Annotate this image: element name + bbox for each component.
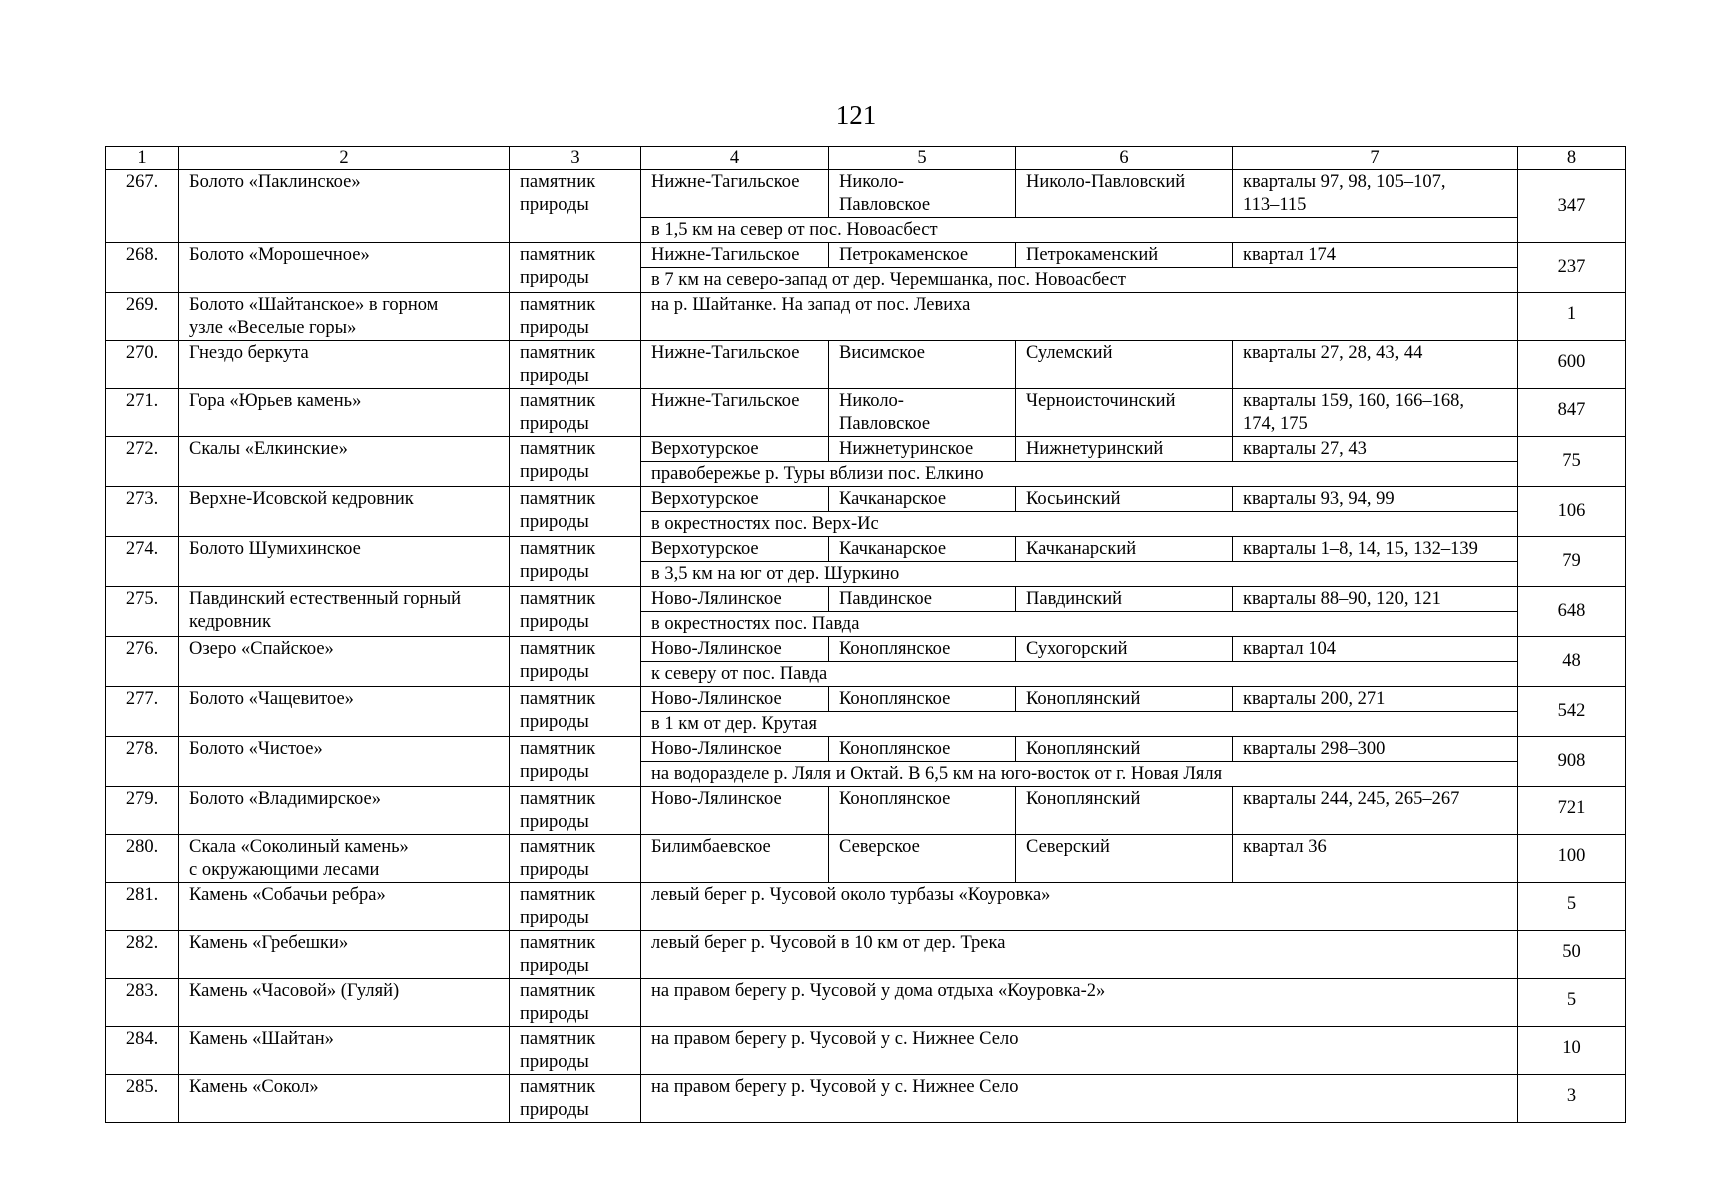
row-number: 276. (106, 637, 179, 687)
forest-district: Ново-Лялинское (641, 787, 829, 835)
object-type: памятник природы (510, 1027, 641, 1075)
forest-district: Верхотурское (641, 487, 829, 512)
object-type: памятник природы (510, 341, 641, 389)
object-name: Гнездо беркута (179, 341, 510, 389)
quarters: кварталы 88–90, 120, 121 (1233, 587, 1518, 612)
area-value: 542 (1518, 687, 1626, 737)
area-value: 75 (1518, 437, 1626, 487)
forest-district: Ново-Лялинское (641, 737, 829, 762)
row-number: 281. (106, 883, 179, 931)
area-value: 79 (1518, 537, 1626, 587)
object-name: Болото Шумихинское (179, 537, 510, 587)
area-value: 100 (1518, 835, 1626, 883)
area-value: 50 (1518, 931, 1626, 979)
object-name: Болото «Морошечное» (179, 243, 510, 293)
forestry: Коноплянское (829, 637, 1016, 662)
forest-district: Ново-Лялинское (641, 687, 829, 712)
forest-district: Верхотурское (641, 537, 829, 562)
object-type: памятник природы (510, 979, 641, 1027)
object-name: Болото «Шайтанское» в горном узле «Веселые горы» (179, 293, 510, 341)
location-description: левый берег р. Чусовой в 10 км от дер. Трека (641, 931, 1518, 979)
table-row (106, 389, 1626, 437)
table-row (106, 487, 1626, 512)
location-description: в окрестностях пос. Павда (641, 612, 1518, 637)
forest-district: Ново-Лялинское (641, 587, 829, 612)
location-description: на водоразделе р. Ляля и Октай. В 6,5 км на юго-восток от г. Новая Ляля (641, 762, 1518, 787)
object-name: Болото «Владимирское» (179, 787, 510, 835)
forest-district: Нижне-Тагильское (641, 243, 829, 268)
object-type: памятник природы (510, 931, 641, 979)
row-number: 269. (106, 293, 179, 341)
area-value: 5 (1518, 883, 1626, 931)
forestry: Павдинское (829, 587, 1016, 612)
table-row (106, 637, 1626, 662)
object-name: Скала «Соколиный камень» с окружающими лесами (179, 835, 510, 883)
object-name: Павдинский естественный горный кедровник (179, 587, 510, 637)
object-type: памятник природы (510, 1075, 641, 1123)
quarters: квартал 36 (1233, 835, 1518, 883)
object-type: памятник природы (510, 243, 641, 293)
column-number-5: 5 (829, 147, 1016, 170)
object-name: Камень «Сокол» (179, 1075, 510, 1123)
quarters: кварталы 244, 245, 265–267 (1233, 787, 1518, 835)
forest-section: Нижнетуринский (1016, 437, 1233, 462)
forest-section: Павдинский (1016, 587, 1233, 612)
forest-district: Нижне-Тагильское (641, 389, 829, 437)
row-number: 267. (106, 170, 179, 243)
row-number: 285. (106, 1075, 179, 1123)
object-type: памятник природы (510, 587, 641, 637)
location-description: в 1,5 км на север от пос. Новоасбест (641, 218, 1518, 243)
table-row (106, 243, 1626, 268)
area-value: 5 (1518, 979, 1626, 1027)
object-name: Скалы «Елкинские» (179, 437, 510, 487)
area-value: 3 (1518, 1075, 1626, 1123)
forestry: Коноплянское (829, 687, 1016, 712)
row-number: 283. (106, 979, 179, 1027)
object-name: Камень «Шайтан» (179, 1027, 510, 1075)
quarters: квартал 104 (1233, 637, 1518, 662)
row-number: 277. (106, 687, 179, 737)
table-row (106, 787, 1626, 835)
object-type: памятник природы (510, 737, 641, 787)
object-name: Камень «Гребешки» (179, 931, 510, 979)
object-name: Гора «Юрьев камень» (179, 389, 510, 437)
area-value: 648 (1518, 587, 1626, 637)
forestry: Качканарское (829, 487, 1016, 512)
column-number-4: 4 (641, 147, 829, 170)
row-number: 279. (106, 787, 179, 835)
forest-district: Верхотурское (641, 437, 829, 462)
object-type: памятник природы (510, 835, 641, 883)
column-number-7: 7 (1233, 147, 1518, 170)
page-number: 121 (835, 100, 877, 130)
location-description: правобережье р. Туры вблизи пос. Елкино (641, 462, 1518, 487)
forestry: Николо- Павловское (829, 170, 1016, 218)
location-description: в 1 км от дер. Крутая (641, 712, 1518, 737)
forest-district: Нижне-Тагильское (641, 170, 829, 218)
object-name: Озеро «Спайское» (179, 637, 510, 687)
location-description: в окрестностях пос. Верх-Ис (641, 512, 1518, 537)
row-number: 282. (106, 931, 179, 979)
table-row (106, 883, 1626, 931)
forest-section: Северский (1016, 835, 1233, 883)
location-description: в 7 км на северо-запад от дер. Черемшанка, пос. Новоасбест (641, 268, 1518, 293)
table-row (106, 979, 1626, 1027)
area-value: 1 (1518, 293, 1626, 341)
area-value: 600 (1518, 341, 1626, 389)
table-row (106, 1075, 1626, 1123)
location-description: левый берег р. Чусовой около турбазы «Коуровка» (641, 883, 1518, 931)
location-description: к северу от пос. Павда (641, 662, 1518, 687)
forestry: Качканарское (829, 537, 1016, 562)
forest-district: Нижне-Тагильское (641, 341, 829, 389)
quarters: кварталы 27, 43 (1233, 437, 1518, 462)
quarters: кварталы 200, 271 (1233, 687, 1518, 712)
natural-monuments-table (105, 146, 1626, 1123)
quarters: кварталы 27, 28, 43, 44 (1233, 341, 1518, 389)
row-number: 280. (106, 835, 179, 883)
quarters: кварталы 298–300 (1233, 737, 1518, 762)
location-description: в 3,5 км на юг от дер. Шуркино (641, 562, 1518, 587)
column-number-8: 8 (1518, 147, 1626, 170)
row-number: 275. (106, 587, 179, 637)
forest-section: Коноплянский (1016, 787, 1233, 835)
location-description: на правом берегу р. Чусовой у дома отдыха «Коуровка-2» (641, 979, 1518, 1027)
forest-section: Сулемский (1016, 341, 1233, 389)
row-number: 273. (106, 487, 179, 537)
table-row (106, 170, 1626, 218)
area-value: 847 (1518, 389, 1626, 437)
area-value: 347 (1518, 170, 1626, 243)
row-number: 271. (106, 389, 179, 437)
area-value: 721 (1518, 787, 1626, 835)
table-row (106, 1027, 1626, 1075)
forest-section: Петрокаменский (1016, 243, 1233, 268)
area-value: 10 (1518, 1027, 1626, 1075)
object-name: Болото «Чистое» (179, 737, 510, 787)
object-name: Болото «Паклинское» (179, 170, 510, 243)
table-row (106, 437, 1626, 462)
area-value: 48 (1518, 637, 1626, 687)
location-description: на р. Шайтанке. На запад от пос. Левиха (641, 293, 1518, 341)
forestry: Висимское (829, 341, 1016, 389)
quarters: кварталы 1–8, 14, 15, 132–139 (1233, 537, 1518, 562)
location-description: на правом берегу р. Чусовой у с. Нижнее Село (641, 1075, 1518, 1123)
object-name: Верхне-Исовской кедровник (179, 487, 510, 537)
column-number-3: 3 (510, 147, 641, 170)
column-number-1: 1 (106, 147, 179, 170)
forestry: Северское (829, 835, 1016, 883)
table-row (106, 687, 1626, 712)
table-row (106, 931, 1626, 979)
row-number: 270. (106, 341, 179, 389)
location-description: на правом берегу р. Чусовой у с. Нижнее Село (641, 1027, 1518, 1075)
table-row (106, 537, 1626, 562)
forest-section: Сухогорский (1016, 637, 1233, 662)
table-row (106, 293, 1626, 341)
forest-section: Коноплянский (1016, 737, 1233, 762)
object-name: Камень «Часовой» (Гуляй) (179, 979, 510, 1027)
object-type: памятник природы (510, 487, 641, 537)
area-value: 237 (1518, 243, 1626, 293)
row-number: 274. (106, 537, 179, 587)
object-type: памятник природы (510, 687, 641, 737)
forestry: Нижнетуринское (829, 437, 1016, 462)
table-row (106, 587, 1626, 612)
forestry: Коноплянское (829, 787, 1016, 835)
forest-section: Николо-Павловский (1016, 170, 1233, 218)
object-type: памятник природы (510, 883, 641, 931)
object-type: памятник природы (510, 293, 641, 341)
table-row (106, 835, 1626, 883)
forest-district: Ново-Лялинское (641, 637, 829, 662)
column-number-2: 2 (179, 147, 510, 170)
forest-section: Черноисточинский (1016, 389, 1233, 437)
quarters: кварталы 159, 160, 166–168, 174, 175 (1233, 389, 1518, 437)
quarters: кварталы 93, 94, 99 (1233, 487, 1518, 512)
object-type: памятник природы (510, 389, 641, 437)
forest-section: Коноплянский (1016, 687, 1233, 712)
quarters: кварталы 97, 98, 105–107, 113–115 (1233, 170, 1518, 218)
forestry: Коноплянское (829, 737, 1016, 762)
table-row (106, 341, 1626, 389)
object-type: памятник природы (510, 637, 641, 687)
quarters: квартал 174 (1233, 243, 1518, 268)
area-value: 106 (1518, 487, 1626, 537)
table-header-row (106, 147, 1626, 170)
row-number: 278. (106, 737, 179, 787)
object-type: памятник природы (510, 537, 641, 587)
forestry: Петрокаменское (829, 243, 1016, 268)
object-name: Камень «Собачьи ребра» (179, 883, 510, 931)
forestry: Николо- Павловское (829, 389, 1016, 437)
object-type: памятник природы (510, 787, 641, 835)
table-row (106, 737, 1626, 762)
forest-section: Косьинский (1016, 487, 1233, 512)
object-name: Болото «Чащевитое» (179, 687, 510, 737)
row-number: 284. (106, 1027, 179, 1075)
object-type: памятник природы (510, 437, 641, 487)
area-value: 908 (1518, 737, 1626, 787)
forest-district: Билимбаевское (641, 835, 829, 883)
forest-section: Качканарский (1016, 537, 1233, 562)
row-number: 272. (106, 437, 179, 487)
object-type: памятник природы (510, 170, 641, 243)
column-number-6: 6 (1016, 147, 1233, 170)
row-number: 268. (106, 243, 179, 293)
